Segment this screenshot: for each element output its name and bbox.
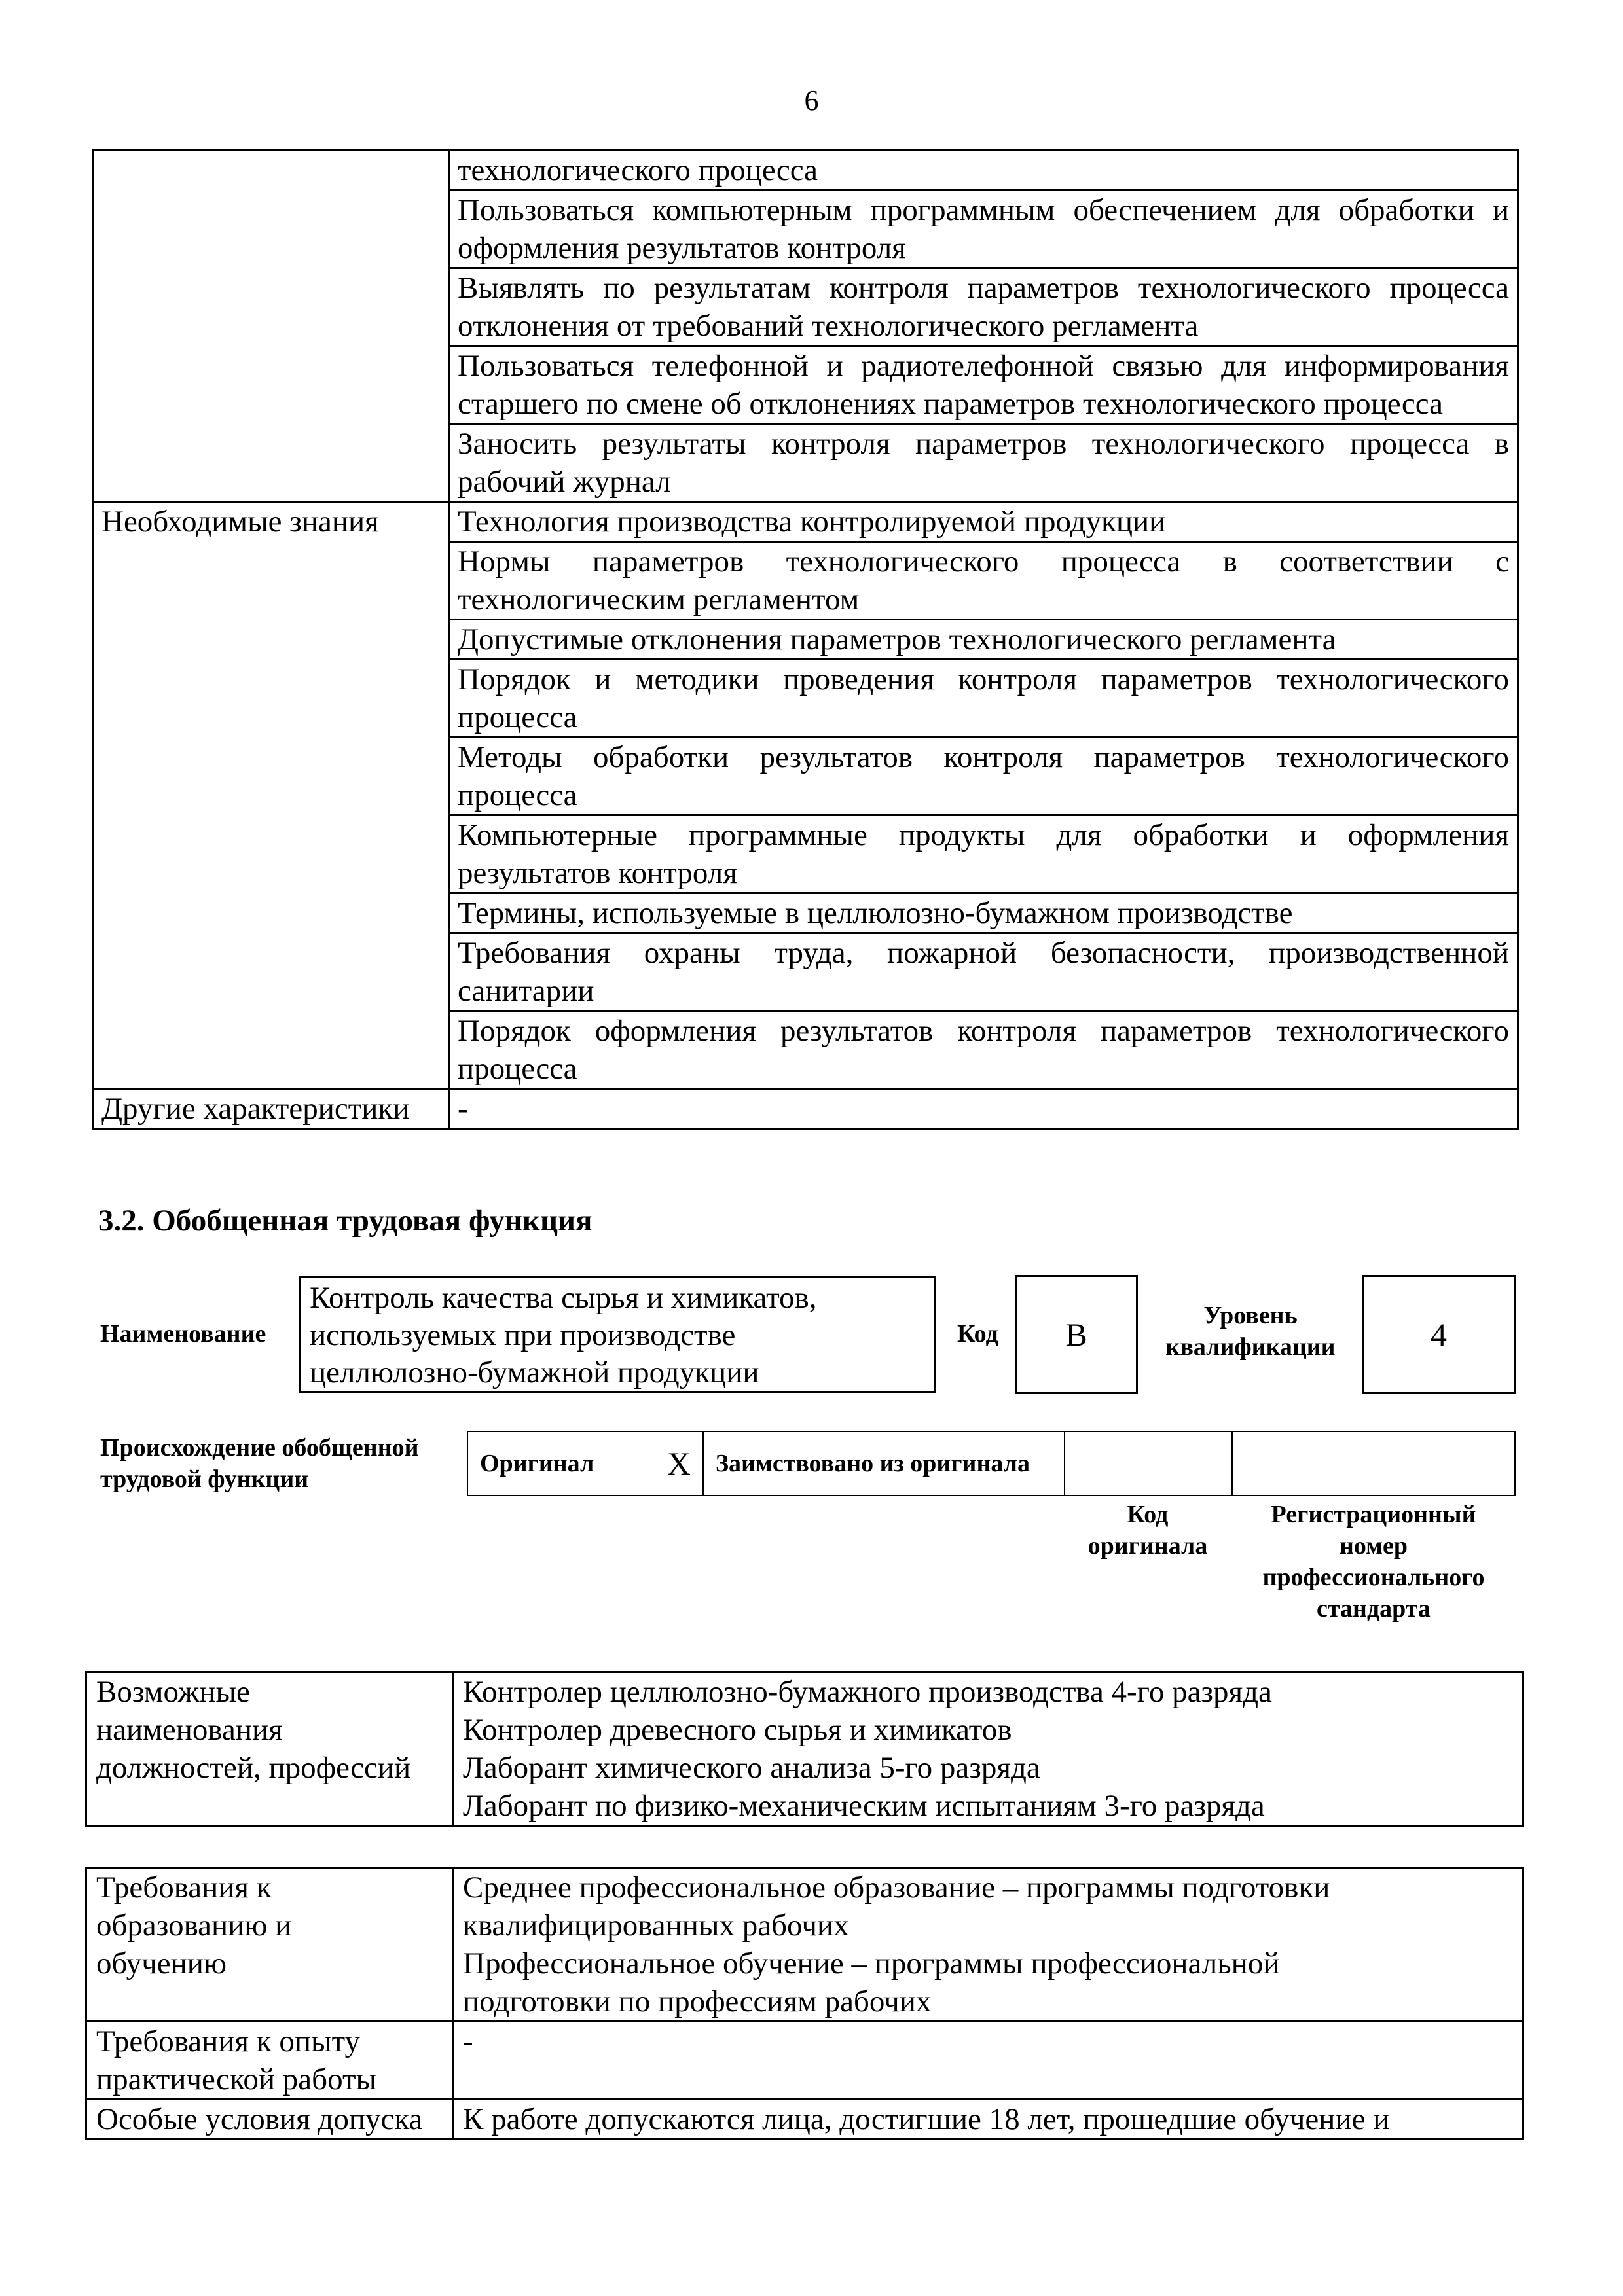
content-line: Профессиональное обучение – программы профессиональной [463, 1946, 1280, 1981]
table-row [93, 502, 1518, 542]
content-line: К работе допускаются лица, достигшие 18 лет, прошедшие обучение и [463, 2102, 1390, 2136]
position-item: Контролер целлюлозно-бумажного производства 4-го разряда [463, 1675, 1272, 1709]
label-line: Особые условия допуска [96, 2102, 423, 2136]
row-content: - [449, 1089, 1518, 1129]
label-line: Возможные [96, 1675, 250, 1709]
borrowed-cell [704, 1432, 1065, 1495]
label-line: Требования к опыту [96, 2024, 361, 2058]
label-line: обучению [96, 1946, 227, 1981]
name-label: Наименование [100, 1320, 266, 1348]
registration-caption-line: стандарта [1317, 1595, 1431, 1623]
admission-content [453, 2100, 1523, 2140]
function-name-line: целлюлозно-бумажной продукции [310, 1355, 759, 1390]
origin-label [100, 1432, 419, 1495]
original-mark: X [666, 1445, 691, 1482]
education-label [86, 1868, 453, 2022]
table-row [93, 151, 1518, 190]
level-value-box [1362, 1275, 1516, 1394]
level-label [1152, 1300, 1349, 1363]
positions-list [453, 1672, 1523, 1826]
row-content: Порядок и методики проведения контроля параметров технологического процесса [449, 660, 1518, 738]
label-line: образованию и [96, 1909, 292, 1943]
row-content: Выявлять по результатам контроля параметров технологического процесса отклонения от требований технологического регламента [449, 268, 1518, 346]
admission-label [86, 2100, 453, 2140]
label-line: наименования [96, 1713, 283, 1747]
code-caption-line: Код [1127, 1501, 1169, 1528]
row-content: Термины, используемые в целлюлозно-бумажном производстве [449, 893, 1518, 933]
row-content: Нормы параметров технологического процесса в соответствии с технологическим регламентом [449, 542, 1518, 620]
row-content: Методы обработки результатов контроля параметров технологического процесса [449, 738, 1518, 816]
row-content: Допустимые отклонения параметров технологического регламента [449, 620, 1518, 660]
content-line: квалифицированных рабочих [463, 1909, 849, 1943]
original-label: Оригинал [480, 1450, 594, 1477]
row-content: Технология производства контролируемой продукции [449, 502, 1518, 542]
code-caption [1064, 1499, 1231, 1562]
experience-label [86, 2022, 453, 2100]
function-name-box [299, 1276, 936, 1393]
origin-label-line: трудовой функции [100, 1465, 309, 1493]
registration-caption-line: Регистрационный [1271, 1501, 1476, 1528]
code-value-box [1015, 1275, 1138, 1394]
row-label [93, 151, 449, 502]
origin-box [467, 1431, 1516, 1496]
content-line: Среднее профессиональное образование – программы подготовки [463, 1871, 1330, 1905]
registration-caption [1231, 1499, 1516, 1624]
row-content: Компьютерные программные продукты для обработки и оформления результатов контроля [449, 816, 1518, 893]
page-number: 6 [804, 84, 819, 117]
positions-table [85, 1671, 1524, 1827]
row-content: Заносить результаты контроля параметров технологического процесса в рабочий журнал [449, 424, 1518, 502]
positions-label [86, 1672, 453, 1826]
original-code-cell [1065, 1432, 1233, 1495]
registration-number-cell [1233, 1432, 1514, 1495]
registration-caption-line: профессионального [1262, 1564, 1485, 1591]
origin-label-line: Происхождение обобщенной [100, 1434, 419, 1462]
table-row [93, 1089, 1518, 1129]
table-row [86, 1868, 1523, 2022]
code-label: Код [957, 1320, 998, 1348]
row-label-other: Другие характеристики [93, 1089, 449, 1129]
row-content: технологического процесса [449, 151, 1518, 190]
section-title: 3.2. Обобщенная трудовая функция [98, 1204, 593, 1238]
skills-knowledge-table [92, 149, 1519, 1130]
original-cell [468, 1432, 704, 1495]
position-item: Лаборант химического анализа 5-го разряда [463, 1751, 1040, 1785]
experience-content [453, 2022, 1523, 2100]
level-label-line: Уровень [1203, 1302, 1298, 1329]
label-line: Требования к [96, 1871, 272, 1905]
row-label-knowledge: Необходимые знания [93, 502, 449, 1089]
row-content: Пользоваться компьютерным программным обеспечением для обработки и оформления результатов контроля [449, 190, 1518, 268]
position-item: Лаборант по физико-механическим испытаниям 3-го разряда [463, 1789, 1265, 1823]
education-content [453, 1868, 1523, 2022]
label-line: должностей, профессий [96, 1751, 411, 1785]
code-caption-line: оригинала [1087, 1532, 1208, 1560]
level-label-line: квалификации [1165, 1333, 1336, 1361]
content-line: - [463, 2024, 473, 2058]
row-content: Требования охраны труда, пожарной безопасности, производственной санитарии [449, 933, 1518, 1011]
row-content: Порядок оформления результатов контроля параметров технологического процесса [449, 1011, 1518, 1089]
table-row [86, 2022, 1523, 2100]
code-value: B [1065, 1316, 1087, 1353]
row-content: Пользоваться телефонной и радиотелефонной связью для информирования старшего по смене об отклонениях параметров технологического процесса [449, 346, 1518, 424]
registration-caption-line: номер [1339, 1532, 1408, 1560]
table-row [86, 1672, 1523, 1826]
borrowed-label: Заимствовано из оригинала [716, 1450, 1030, 1477]
table-row [86, 2100, 1523, 2140]
requirements-table [85, 1867, 1524, 2140]
function-name-line: используемых при производстве [310, 1318, 736, 1352]
content-line: подготовки по профессиям рабочих [463, 1984, 932, 2018]
function-name-line: Контроль качества сырья и химикатов, [310, 1281, 817, 1315]
position-item: Контролер древесного сырья и химикатов [463, 1713, 1012, 1747]
label-line: практической работы [96, 2062, 377, 2096]
level-value: 4 [1431, 1316, 1447, 1353]
